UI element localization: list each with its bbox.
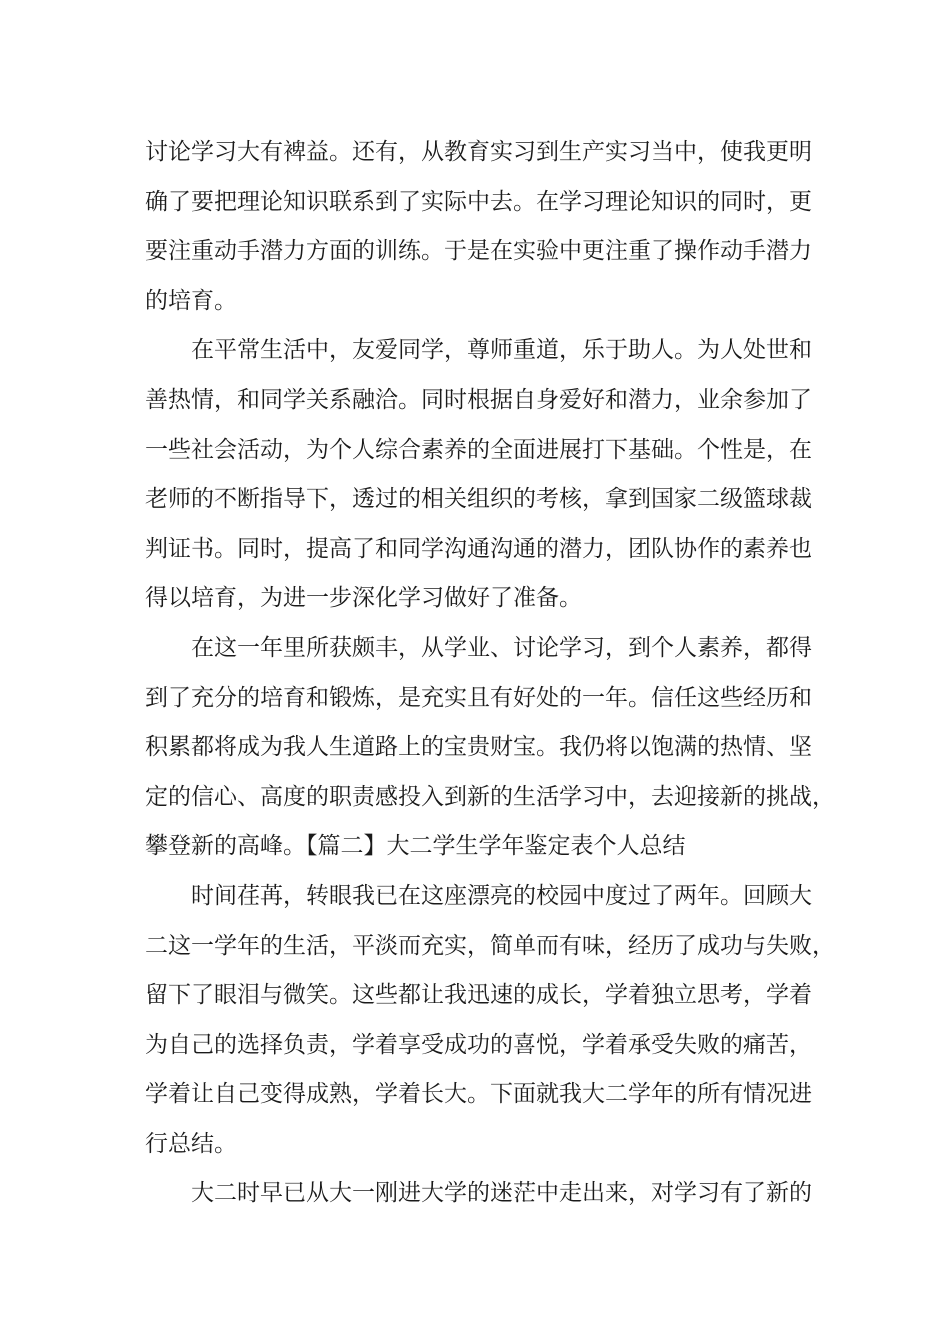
text-line: 一些社会活动，为个人综合素养的全面进展打下基础。个性是，在 xyxy=(145,436,812,463)
text-line: 二这一学年的生活，平淡而充实，简单而有味，经历了成功与失败， xyxy=(145,932,835,959)
paragraph-first-line: 时间荏苒，转眼我已在这座漂亮的校园中度过了两年。回顾大 xyxy=(191,882,812,909)
text-line: 善热情，和同学关系融洽。同时根据自身爱好和潜力，业余参加了 xyxy=(145,386,812,413)
text-line: 确了要把理论知识联系到了实际中去。在学习理论知识的同时，更 xyxy=(145,188,812,215)
text-line: 积累都将成为我人生道路上的宝贵财宝。我仍将以饱满的热情、坚 xyxy=(145,734,812,761)
text-line: 要注重动手潜力方面的训练。于是在实验中更注重了操作动手潜力 xyxy=(145,238,812,265)
paragraph-first-line: 在这一年里所获颇丰，从学业、讨论学习，到个人素养，都得 xyxy=(191,634,812,661)
text-line: 学着让自己变得成熟，学着长大。下面就我大二学年的所有情况进 xyxy=(145,1081,812,1108)
text-line: 定的信心、高度的职责感投入到新的生活学习中，去迎接新的挑战， xyxy=(145,783,835,810)
paragraph-first-line: 大二时早已从大一刚进大学的迷茫中走出来，对学习有了新的 xyxy=(191,1180,812,1207)
text-line: 判证书。同时，提高了和同学沟通沟通的潜力，团队协作的素养也 xyxy=(145,535,812,562)
text-line: 留下了眼泪与微笑。这些都让我迅速的成长，学着独立思考，学着 xyxy=(145,982,812,1009)
paragraph-first-line: 在平常生活中，友爱同学，尊师重道，乐于助人。为人处世和 xyxy=(191,337,812,364)
text-line: 攀登新的高峰。【篇二】大二学生学年鉴定表个人总结 xyxy=(145,833,686,860)
text-line: 行总结。 xyxy=(145,1130,237,1157)
text-line: 到了充分的培育和锻炼，是充实且有好处的一年。信任这些经历和 xyxy=(145,684,812,711)
text-line: 为自己的选择负责，学着享受成功的喜悦，学着承受失败的痛苦， xyxy=(145,1031,812,1058)
text-line: 的培育。 xyxy=(145,287,237,314)
text-line: 讨论学习大有裨益。还有，从教育实习到生产实习当中，使我更明 xyxy=(145,139,812,165)
document-body xyxy=(145,128,835,1219)
text-line: 老师的不断指导下，透过的相关组织的考核，拿到国家二级篮球裁 xyxy=(145,486,812,513)
text-line: 得以培育，为进一步深化学习做好了准备。 xyxy=(145,585,582,612)
